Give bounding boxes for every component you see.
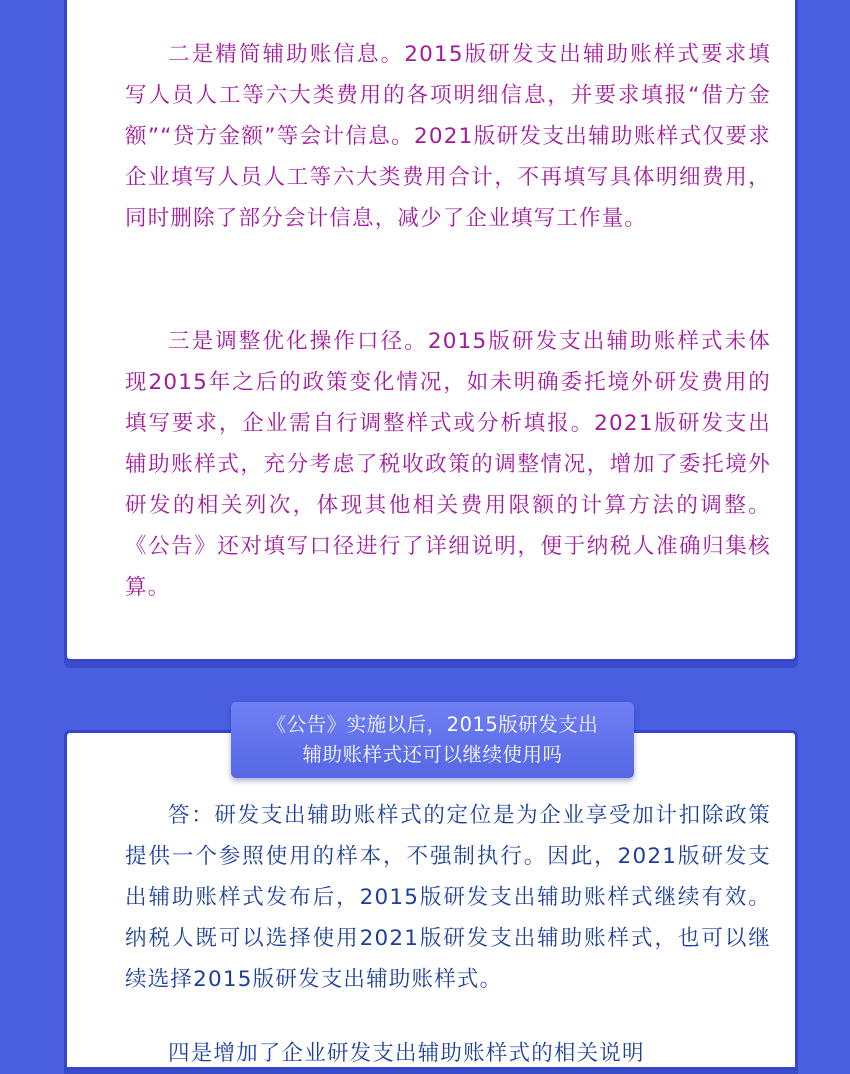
question-line-2: 辅助账样式还可以继续使用吗 <box>302 743 563 766</box>
answer-content-card <box>64 730 798 1070</box>
paragraph-optimize-caliber: 三是调整优化操作口径。2015版研发支出辅助账样式未体现2015年之后的政策变化情况，如未明确委托境外研发费用的填写要求，企业需自行调整样式或分析填报。2021版研发支出辅助账样式，充分考虑了税收政策的调整情况，增加了委托境外研发的相关列次，体现其他相关费用限额的计算方法的调整。《公告》还对填写口径进行了详细说明，便于纳税人准确归集核算。 <box>125 329 771 600</box>
paragraph-simplify-ledger: 二是精简辅助账信息。2015版研发支出辅助账样式要求填写人员人工等六大类费用的各项明细信息，并要求填报“借方金额”“贷方金额”等会计信息。2021版研发支出辅助账样式仅要求企业填写人员人工等六大类费用合计，不再填写具体明细费用，同时删除了部分会计信息，减少了企业填写工作量。 <box>125 42 771 231</box>
top-content-card <box>64 0 798 662</box>
answer-paragraph: 答：研发支出辅助账样式的定位是为企业享受加计扣除政策提供一个参照使用的样本，不强制执行。因此，2021版研发支出辅助账样式发布后，2015版研发支出辅助账样式继续有效。纳税人既可以选择使用2021版研发支出辅助账样式，也可以继续选择2015版研发支出辅助账样式。 <box>125 803 771 992</box>
next-paragraph-partial: 四是增加了企业研发支出辅助账样式的相关说明 <box>168 1041 645 1066</box>
question-line-1: 《公告》实施以后，2015版研发支出 <box>266 713 599 736</box>
question-heading <box>231 702 634 778</box>
